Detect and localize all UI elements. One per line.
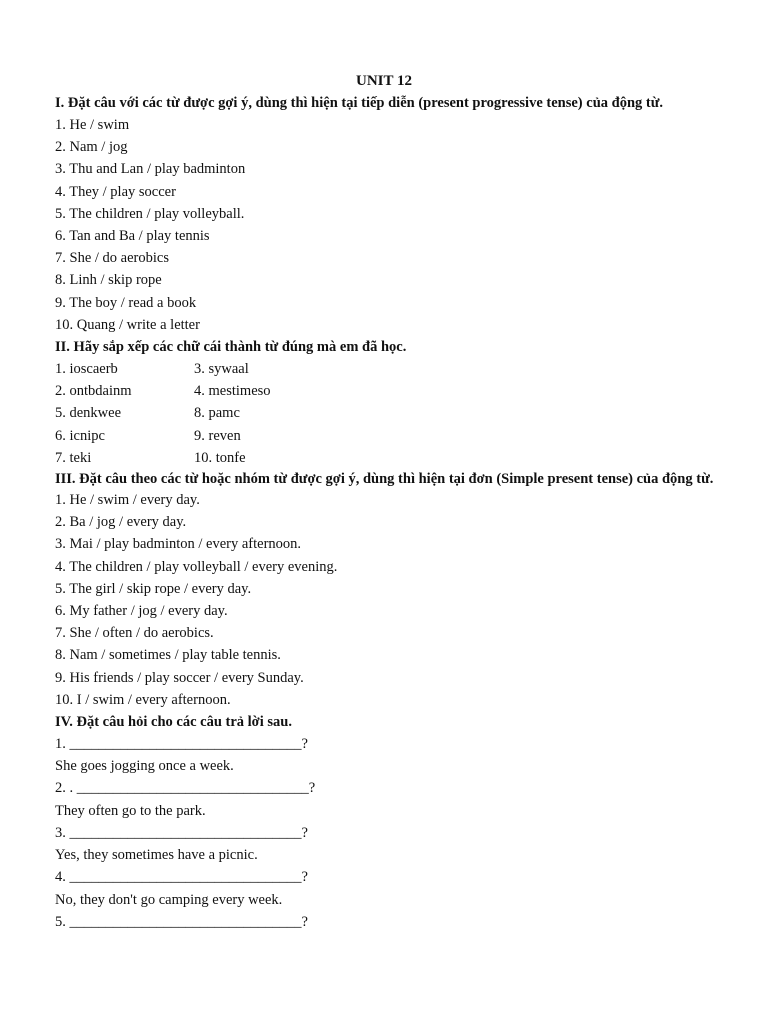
- scrambled-word: 1. ioscaerb: [55, 361, 118, 378]
- list-item: 9. The boy / read a book: [55, 294, 197, 311]
- list-item: 4. They / play soccer: [55, 183, 176, 200]
- list-item: 10. I / swim / every afternoon.: [55, 691, 231, 708]
- list-item: 3. Mai / play badminton / every afternoon.: [55, 536, 302, 553]
- list-item: 2. Nam / jog: [55, 139, 128, 156]
- answer-text: No, they don't go camping every week.: [55, 891, 283, 908]
- answer-text: She goes jogging once a week.: [55, 758, 234, 775]
- scrambled-word: 2. ontbdainm: [55, 383, 132, 400]
- question-blank: 4. ________________________________?: [55, 869, 308, 886]
- list-item: 7. She / often / do aerobics.: [55, 625, 214, 642]
- list-item: 1. He / swim / every day.: [55, 492, 200, 509]
- list-item: 2. Ba / jog / every day.: [55, 514, 187, 531]
- word-row: [55, 358, 715, 380]
- word-row: [55, 425, 715, 447]
- scrambled-word: 5. denkwee: [55, 405, 122, 422]
- scrambled-word: 8. pamc: [194, 405, 240, 422]
- scrambled-word: 10. tonfe: [194, 449, 246, 466]
- section-1-list: [55, 114, 715, 336]
- worksheet-content: [55, 92, 715, 933]
- question-blank: 5. ________________________________?: [55, 913, 308, 930]
- section-2-grid: [55, 358, 715, 469]
- list-item: 8. Nam / sometimes / play table tennis.: [55, 647, 281, 664]
- word-row: [55, 380, 715, 402]
- list-item: 4. The children / play volleyball / every evening.: [55, 558, 338, 575]
- list-item: 5. The children / play volleyball.: [55, 205, 245, 222]
- list-item: 8. Linh / skip rope: [55, 272, 162, 289]
- scrambled-word: 7. teki: [55, 449, 92, 466]
- word-row: [55, 402, 715, 424]
- word-row: [55, 447, 715, 469]
- list-item: 10. Quang / write a letter: [55, 316, 200, 333]
- list-item: 9. His friends / play soccer / every Sunday.: [55, 669, 304, 686]
- scrambled-word: 9. reven: [194, 427, 241, 444]
- list-item: 6. My father / jog / every day.: [55, 603, 228, 620]
- answer-text: Yes, they sometimes have a picnic.: [55, 847, 258, 864]
- list-item: 1. He / swim: [55, 117, 130, 133]
- scrambled-word: 6. icnipc: [55, 427, 105, 444]
- answer-text: They often go to the park.: [55, 802, 206, 819]
- section-1-heading: I. Đặt câu với các từ được gợi ý, dùng thì hiện tại tiếp diễn (present progressive tense) của động từ.: [55, 95, 664, 111]
- section-4-heading: IV. Đặt câu hỏi cho các câu trả lời sau.: [55, 714, 292, 731]
- question-blank: 1. ________________________________?: [55, 736, 308, 753]
- section-4-list: [55, 733, 715, 933]
- list-item: 6. Tan and Ba / play tennis: [55, 228, 210, 245]
- list-item: 5. The girl / skip rope / every day.: [55, 580, 252, 597]
- section-3-list: [55, 489, 715, 711]
- list-item: 7. She / do aerobics: [55, 250, 169, 267]
- page-title: UNIT 12: [356, 73, 412, 89]
- section-3-heading: III. Đặt câu theo các từ hoặc nhóm từ được gợi ý, dùng thì hiện tại đơn (Simple present tense) của động từ.: [55, 471, 714, 488]
- scrambled-word: 4. mestimeso: [194, 383, 271, 400]
- section-2-heading: II. Hãy sắp xếp các chữ cái thành từ đúng mà em đã học.: [55, 339, 407, 356]
- question-blank: 3. ________________________________?: [55, 824, 308, 841]
- list-item: 3. Thu and Lan / play badminton: [55, 161, 246, 178]
- scrambled-word: 3. sywaal: [194, 361, 249, 378]
- question-blank: 2. . ________________________________?: [55, 780, 316, 797]
